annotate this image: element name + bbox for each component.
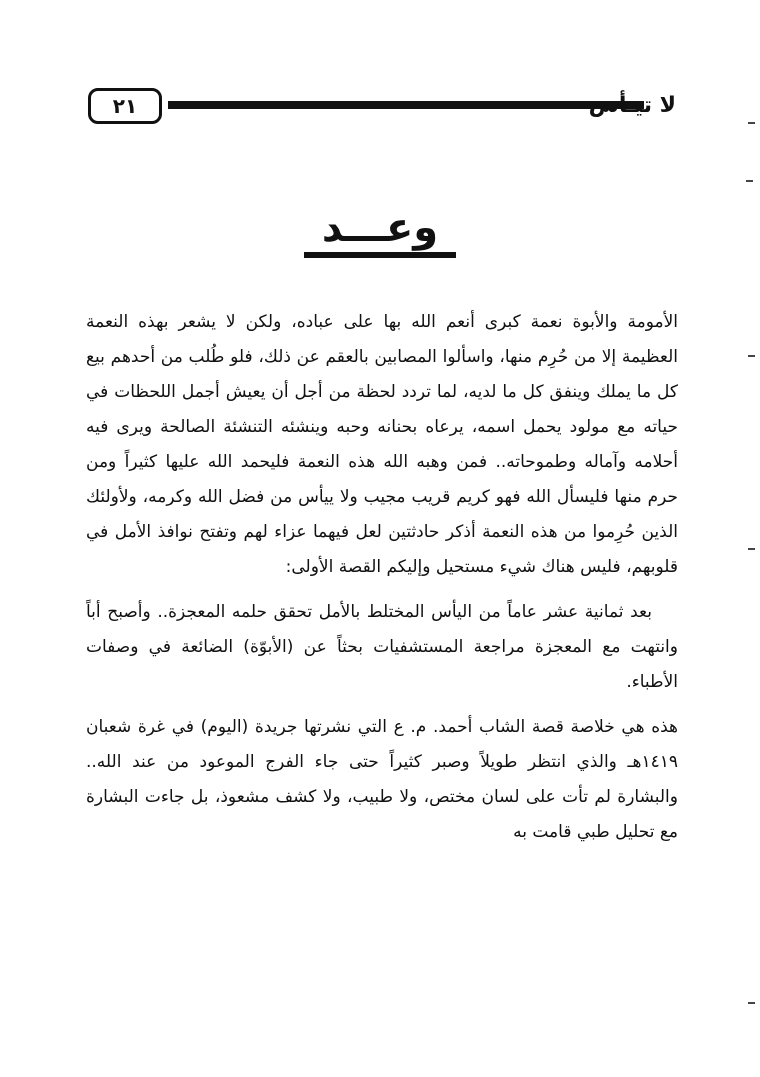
paragraph-3: هذه هي خلاصة قصة الشاب أحمد. م. ع التي نشرتها جريدة (اليوم) في غرة شعبان ١٤١٩هـ والذي انتظر طويلاً وصبر كثيراً حتى جاء الفرج الموعود من عند الله.. والبشارة لم تأت على لسان مختص، ولا طبيب، ولا كشف مشعوذ، بل جاءت البشارة مع تحليل طبي قامت به [86, 717, 678, 842]
body-text [86, 305, 678, 860]
paragraph-2: بعد ثمانية عشر عاماً من اليأس المختلط بالأمل تحقق حلمه المعجزة.. وأصبح أباً وانتهت مع المعجزة مراجعة المستشفيات بحثاً عن (الأبوّة) الضائعة في وصفات الأطباء. [86, 602, 678, 692]
scan-mark [746, 180, 753, 182]
chapter-title: وعـــد [304, 204, 456, 258]
paragraph-1: الأمومة والأبوة نعمة كبرى أنعم الله بها على عباده، ولكن لا يشعر بهذه النعمة العظيمة إلا من حُرِم منها، واسألوا المصابين بالعقم عن ذلك، فلو طُلب من أحدهم بيع كل ما يملك وينفق كل ما لديه، لما تردد لحظة من أجل أن يعيش أجمل اللحظات في حياته مع مولود يحمل اسمه، يرعاه بحنانه وحبه وينشئه التنشئة الصالحة ويرى فيه أحلامه وآماله وطموحاته.. فمن وهبه الله هذه النعمة فليحمد الله عليها كثيراً ومن حرم منها فليسأل الله فهو كريم قريب مجيب ولا ييأس من فضل الله وكرمه، ولأولئك الذين حُرِموا من هذه النعمة أذكر حادثتين لعل فيهما عزاء لهم وتفتح نوافذ الأمل في قلوبهم، فليس هناك شيء مستحيل وإليكم القصة الأولى: [86, 312, 678, 577]
page-number: ٢١ [88, 88, 162, 124]
scan-mark [748, 1002, 755, 1004]
page-header [88, 88, 676, 132]
running-title: لا تيـأس [588, 93, 676, 118]
header-rule [168, 101, 644, 109]
scan-mark [748, 548, 755, 550]
chapter-title-wrap [0, 204, 760, 258]
scan-mark [748, 122, 755, 124]
scan-mark [748, 355, 755, 357]
